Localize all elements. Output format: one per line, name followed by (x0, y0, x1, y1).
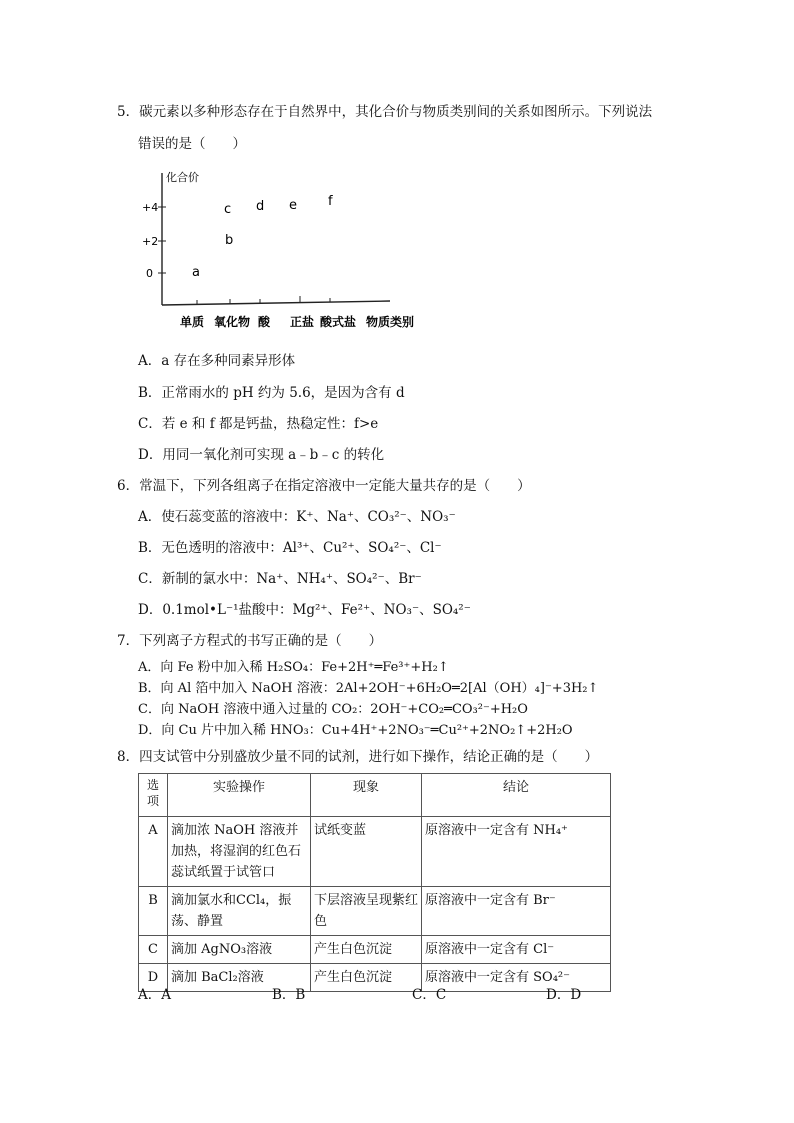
q8-answer-a: A．A (138, 987, 171, 1003)
row-operation: 滴加浓 NaOH 溶液并加热，将湿润的红色石蕊试纸置于试管口 (168, 817, 311, 887)
row-phenomenon: 下层溶液呈现紫红色 (311, 887, 422, 936)
row-phenomenon: 产生白色沉淀 (311, 936, 422, 964)
q5-stem-line1: 5．碳元素以多种形态存在于自然界中，其化合价与物质类别间的关系如图所示。下列说法 (117, 104, 653, 120)
point-a: a (192, 265, 200, 280)
q8-answer-b: B．B (272, 987, 306, 1003)
q6-stem: 6．常温下，下列各组离子在指定溶液中一定能大量共存的是（ ） (117, 478, 531, 494)
header-operation: 实验操作 (168, 774, 311, 817)
q6-option-b: B．无色透明的溶液中：Al³⁺、Cu²⁺、SO₄²⁻、Cl⁻ (138, 540, 442, 556)
row-conclusion: 原溶液中一定含有 Br⁻ (422, 887, 611, 936)
point-c: c (224, 202, 232, 217)
q5-option-a: A．a 存在多种同素异形体 (138, 353, 296, 369)
valence-category-chart (140, 165, 440, 345)
x-category-label: 酸 (258, 315, 271, 329)
row-option: A (139, 817, 168, 887)
row-operation: 滴加氯水和CCl₄，振荡、静置 (168, 887, 311, 936)
q5-stem-line2: 错误的是（ ） (138, 136, 246, 152)
table-row (139, 817, 611, 887)
q6-option-d: D．0.1mol•L⁻¹盐酸中：Mg²⁺、Fe²⁺、NO₃⁻、SO₄²⁻ (138, 602, 471, 618)
q6-option-c: C．新制的氯水中：Na⁺、NH₄⁺、SO₄²⁻、Br⁻ (138, 571, 422, 587)
header-conclusion: 结论 (422, 774, 611, 817)
row-conclusion: 原溶液中一定含有 Cl⁻ (422, 936, 611, 964)
header-option: 选项 (139, 774, 168, 817)
q8-stem: 8．四支试管中分别盛放少量不同的试剂，进行如下操作，结论正确的是（ ） (117, 749, 599, 765)
row-option: C (139, 936, 168, 964)
row-option: B (139, 887, 168, 936)
q8-answer-d: D．D (546, 987, 582, 1003)
q5-option-c: C．若 e 和 f 都是钙盐，热稳定性：f>e (138, 416, 379, 432)
y-axis-label: 化合价 (166, 171, 199, 184)
point-b: b (225, 233, 234, 248)
q6-option-a: A．使石蕊变蓝的溶液中：K⁺、Na⁺、CO₃²⁻、NO₃⁻ (138, 509, 456, 525)
row-option: D (139, 964, 168, 992)
x-axis-label: 物质类别 (366, 315, 415, 329)
y-tick-label: +4 (142, 201, 159, 214)
table-row (139, 936, 611, 964)
q7-option-d: D．向 Cu 片中加入稀 HNO₃：Cu+4H⁺+2NO₃⁻═Cu²⁺+2NO₂↑+2H₂O (138, 723, 573, 738)
q7-stem: 7．下列离子方程式的书写正确的是（ ） (117, 633, 383, 649)
x-category-label: 酸式盐 (320, 315, 357, 329)
q5-option-d: D．用同一氧化剂可实现 a﹣b﹣c 的转化 (138, 447, 385, 463)
row-phenomenon: 产生白色沉淀 (311, 964, 422, 992)
point-f: f (328, 194, 333, 209)
x-category-label: 单质 (180, 315, 205, 329)
q8-answer-c: C．C (412, 987, 447, 1003)
row-conclusion: 原溶液中一定含有 SO₄²⁻ (422, 964, 611, 992)
x-axis (162, 301, 390, 305)
q7-option-c: C．向 NaOH 溶液中通入过量的 CO₂：2OH⁻+CO₂═CO₃²⁻+H₂O (138, 702, 528, 717)
y-tick-label: +2 (142, 235, 159, 248)
point-e: e (289, 198, 297, 213)
table-row (139, 964, 611, 992)
q8-table (138, 773, 611, 992)
q7-option-b: B．向 Al 箔中加入 NaOH 溶液：2Al+2OH⁻+6H₂O═2[Al（OH）₄]⁻+3H₂↑ (138, 681, 599, 696)
header-phenomenon: 现象 (311, 774, 422, 817)
point-d: d (256, 199, 265, 214)
table-header-row (139, 774, 611, 817)
table-row (139, 887, 611, 936)
row-operation: 滴加 BaCl₂溶液 (168, 964, 311, 992)
x-category-label: 氧化物 (214, 315, 251, 329)
q5-option-b: B．正常雨水的 pH 约为 5.6，是因为含有 d (138, 385, 405, 401)
q7-option-a: A．向 Fe 粉中加入稀 H₂SO₄：Fe+2H⁺═Fe³⁺+H₂↑ (138, 660, 449, 675)
row-operation: 滴加 AgNO₃溶液 (168, 936, 311, 964)
row-phenomenon: 试纸变蓝 (311, 817, 422, 887)
x-category-label: 正盐 (290, 315, 315, 329)
y-tick-label: 0 (146, 267, 153, 280)
row-conclusion: 原溶液中一定含有 NH₄⁺ (422, 817, 611, 887)
